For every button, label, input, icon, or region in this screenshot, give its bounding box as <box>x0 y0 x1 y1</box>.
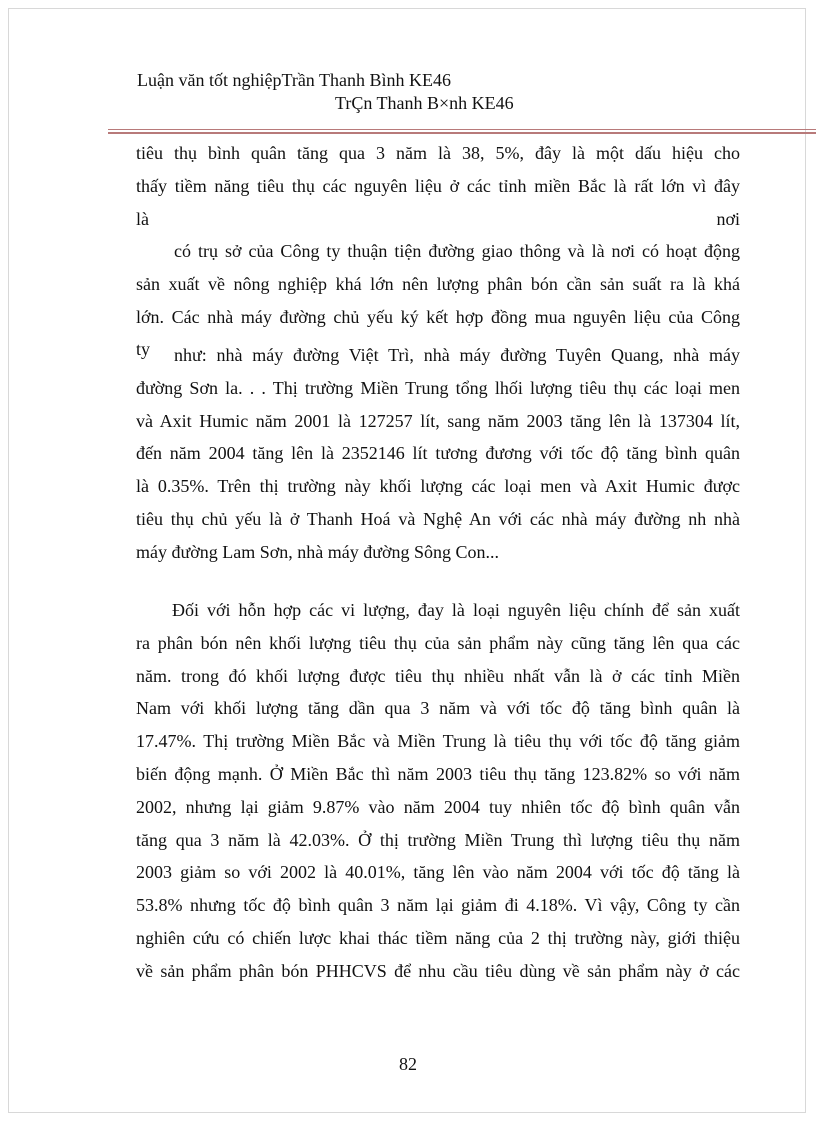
text-line: như: nhà máy đường Việt Trì, nhà máy đường Tuyên Quang, nhà máy <box>174 345 740 365</box>
text-line: 53.8% nhưng tốc độ bình quân 3 năm lại giảm đi 4.18%. Vì vậy, Công ty cần <box>136 895 740 916</box>
text-line: và Axit Humic năm 2001 là 127257 lít, sang năm 2003 tăng lên là 137304 lít, <box>136 410 740 431</box>
text-line: 2002, nhưng lại giảm 9.87% vào năm 2004 tuy nhiên tốc độ bình quân vẫn <box>136 796 740 817</box>
text-line: đến năm 2004 tăng lên là 2352146 lít tương đương với tốc độ tăng bình quân <box>136 443 740 464</box>
paragraph-block-1 <box>136 137 740 235</box>
header-divider-thick <box>108 132 816 134</box>
text-line: Đối với hỗn hợp các vi lượng, đay là loại nguyên liệu chính để sản xuất <box>172 600 740 620</box>
header-divider-thin <box>108 129 816 130</box>
text-line: 17.47%. Thị trường Miền Bắc và Miền Trung là tiêu thụ với tốc độ tăng giảm <box>136 731 740 752</box>
text-line: về sản phẩm phân bón PHHCVS để nhu cầu tiêu dùng về sản phẩm này ở các <box>136 960 740 981</box>
text-line-split <box>136 203 740 236</box>
text-fragment-right: nơi <box>716 208 740 229</box>
text-line: năm. trong đó khối lượng được tiêu thụ nhiều nhất vẫn là ở các tỉnh Miền <box>136 665 740 686</box>
text-line: đường Sơn la. . . Thị trường Miền Trung tổng lhối lượng tiêu thụ các loại men <box>136 377 740 398</box>
text-line: tiêu thụ chủ yếu là ở Thanh Hoá và Nghệ An với các nhà máy đường nh nhà <box>136 508 740 529</box>
text-line: ra phân bón nên khối lượng tiêu thụ của sản phẩm này cũng tăng lên qua các <box>136 632 740 653</box>
text-line: biến động mạnh. Ở Miền Bắc thì năm 2003 tiêu thụ tăng 123.82% so với năm <box>136 763 740 784</box>
text-line: nghiên cứu có chiến lược khai thác tiềm năng của 2 thị trường này, giới thiệu <box>136 927 740 948</box>
text-line: có trụ sở của Công ty thuận tiện đường giao thông và là nơi có hoạt động <box>174 241 740 261</box>
text-line: tiêu thụ bình quân tăng qua 3 năm là 38, 5%, đây là một dấu hiệu cho <box>136 143 740 163</box>
text-line: tăng qua 3 năm là 42.03%. Ở thị trường Miền Trung thì lượng tiêu thụ năm <box>136 829 740 850</box>
text-fragment-left: là <box>136 208 149 229</box>
paragraph-block-3 <box>136 339 740 569</box>
header-thesis-title: Luận văn tốt nghiệpTrần Thanh Bình KE46 <box>137 70 451 90</box>
text-line: sản xuất về nông nghiệp khá lớn nên lượng phân bón cần sản suất ra là khá <box>136 273 740 294</box>
text-line: thấy tiềm năng tiêu thụ các nguyên liệu ở các tỉnh miền Bắc là rất lớn vì đây <box>136 175 740 196</box>
text-line: ty <box>136 339 151 360</box>
header-author-garbled: TrÇn Thanh B×nh KE46 <box>335 93 514 113</box>
text-line: Nam với khối lượng tăng dần qua 3 năm và với tốc độ tăng bình quân là <box>136 698 740 719</box>
text-line: máy đường Lam Sơn, nhà máy đường Sông Con... <box>136 541 500 562</box>
paragraph-block-4 <box>136 594 740 988</box>
text-line: lớn. Các nhà máy đường chủ yếu ký kết hợp đồng mua nguyên liệu của Công <box>136 306 740 327</box>
page-number: 82 <box>399 1054 417 1074</box>
text-line: 2003 giảm so với 2002 là 40.01%, tăng lên vào năm 2004 với tốc độ tăng là <box>136 862 740 883</box>
text-line: là 0.35%. Trên thị trường này khối lượng các loại men và Axit Humic được <box>136 476 740 497</box>
